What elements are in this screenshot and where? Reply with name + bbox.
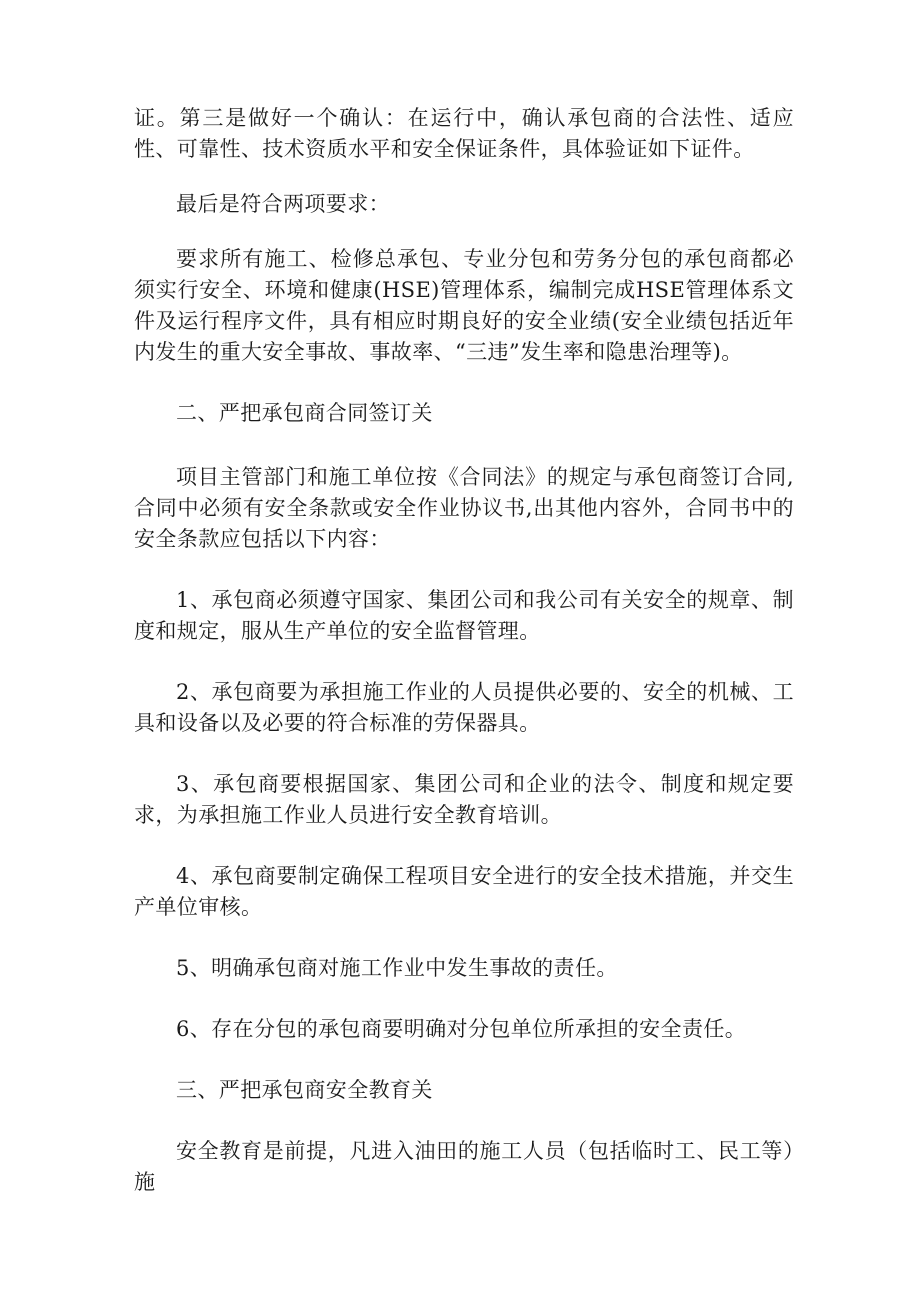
list-item-3: 3、承包商要根据国家、集团公司和企业的法令、制度和规定要求，为承担施工作业人员进行安全教育培训。: [134, 772, 794, 827]
list-item-5: 5、明确承包商对施工作业中发生事故的责任。: [176, 956, 618, 980]
section-heading-safety-education: 三、严把承包商安全教育关: [176, 1078, 433, 1102]
paragraph-contract-intro: 项目主管部门和施工单位按《合同法》的规定与承包商签订合同,合同中必须有安全条款或安全作业协议书,出其他内容外，合同书中的安全条款应包括以下内容：: [134, 465, 794, 551]
list-item-4: 4、承包商要制定确保工程项目安全进行的安全技术措施，并交生产单位审核。: [134, 864, 794, 919]
list-item-6: 6、存在分包的承包商要明确对分包单位所承担的安全责任。: [176, 1017, 747, 1041]
list-item-1: 1、承包商必须遵守国家、集团公司和我公司有关安全的规章、制度和规定，服从生产单位的安全监督管理。: [134, 588, 794, 643]
paragraph-two-requirements-intro: 最后是符合两项要求：: [176, 192, 390, 216]
paragraph-safety-education: 安全教育是前提，凡进入油田的施工人员（包括临时工、民工等）施: [134, 1139, 794, 1194]
paragraph-hse-requirement: 要求所有施工、检修总承包、专业分包和劳务分包的承包商都必须实行安全、环境和健康(HSE)管理体系，编制完成HSE管理体系文件及运行程序文件，具有相应时期良好的安全业绩(安全业绩包括近年内发生的重大安全事故、事故率、“三违”发生率和隐患治理等)。: [134, 247, 794, 364]
paragraph-verification-continued: 证。第三是做好一个确认：在运行中，确认承包商的合法性、适应性、可靠性、技术资质水平和安全保证条件，具体验证如下证件。: [134, 106, 794, 161]
document-body: [134, 103, 794, 1198]
section-heading-contract: 二、严把承包商合同签订关: [176, 401, 433, 425]
list-item-2: 2、承包商要为承担施工作业的人员提供必要的、安全的机械、工具和设备以及必要的符合标准的劳保器具。: [134, 680, 794, 735]
